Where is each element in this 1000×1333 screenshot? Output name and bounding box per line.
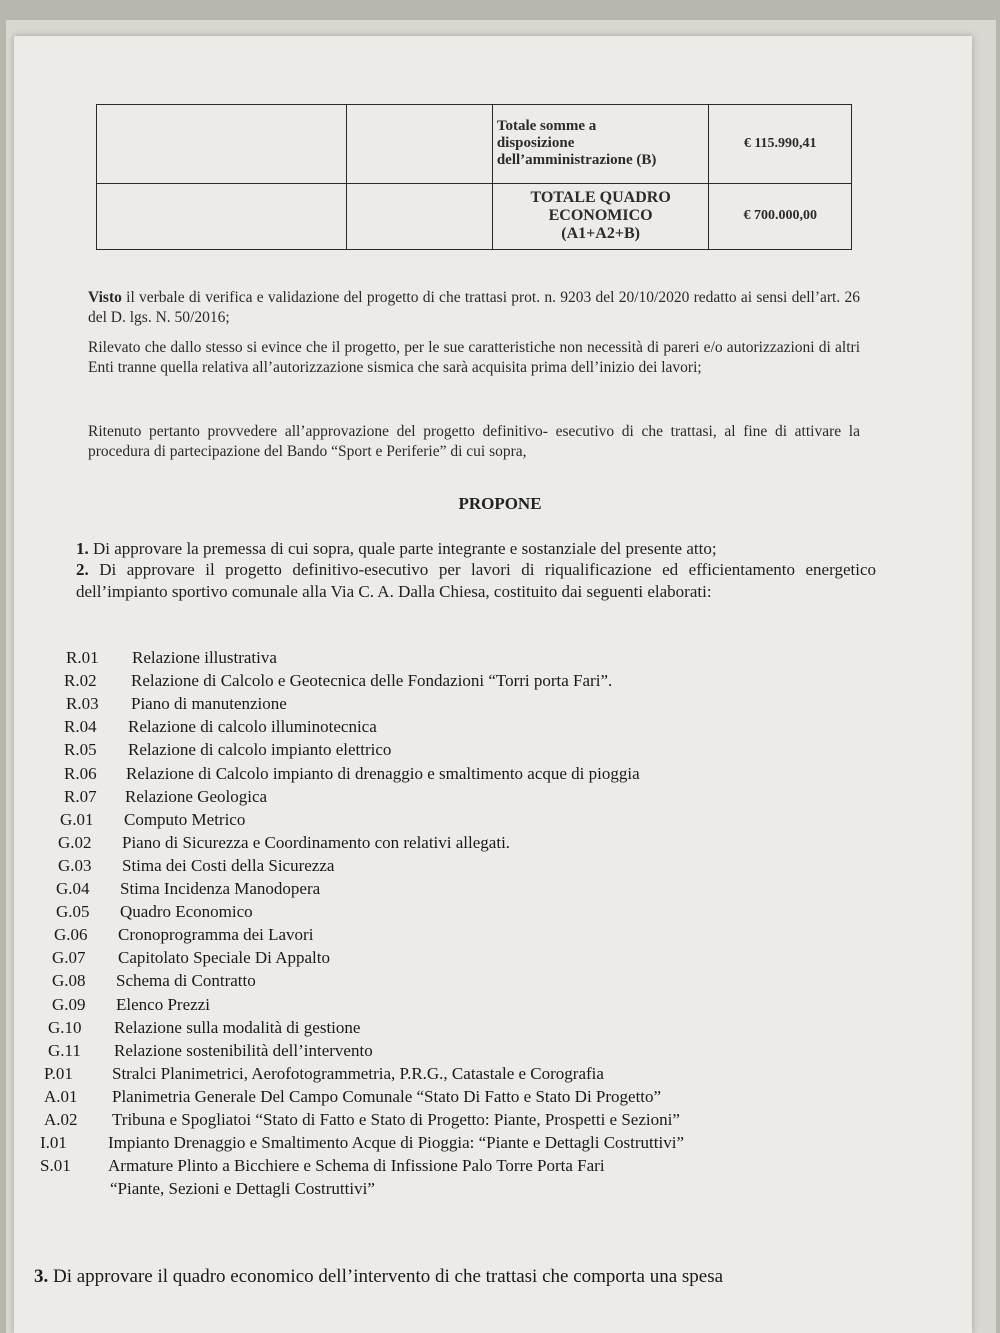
elaborato-code: G.09 [52, 994, 86, 1014]
list-item [0, 1155, 1000, 1177]
label-line: Totale somme a [496, 118, 597, 135]
table-row [97, 183, 852, 249]
elaborato-title: Relazione di calcolo impianto elettrico [128, 740, 392, 760]
elaborato-code: R.06 [64, 763, 97, 783]
elaborato-title: Relazione illustrativa [132, 648, 277, 667]
table-cell-amount: € 115.990,41 [709, 105, 852, 184]
list-item [0, 947, 1000, 969]
elaborato-code: G.02 [58, 832, 92, 852]
list-item [0, 1063, 1000, 1085]
heading-propone: PROPONE [458, 494, 542, 513]
elaborato-code: I.01 [40, 1133, 67, 1153]
elaborato-title: Elenco Prezzi [116, 994, 210, 1014]
elaborato-title: Stralci Planimetrici, Aerofotogrammetria, P.R.G., Catastale e Corografia [112, 1063, 604, 1083]
list-item [0, 1132, 1000, 1154]
list-item-2 [76, 559, 876, 603]
paragraph-rilevato: Rilevato che dallo stesso si evince che il progetto, per le sue caratteristiche non necessità di pareri e/o autorizzazioni di altri Enti tranne quella relativa all’autorizzazione sismica che sarà acquisita prima dell’inizio dei lavori; [88, 339, 860, 376]
item-text: Di approvare il quadro economico dell’intervento di che trattasi che comporta una spesa [48, 1266, 724, 1287]
elaborato-code: R.05 [64, 740, 97, 760]
bold-lead-word: Visto [88, 289, 122, 306]
paragraph-visto [88, 288, 860, 328]
elaborato-code: G.01 [60, 809, 94, 829]
elaborato-title: Relazione di calcolo illuminotecnica [128, 717, 377, 737]
list-item [0, 647, 1000, 669]
list-item [0, 855, 1000, 877]
elaborato-code: G.11 [48, 1040, 81, 1060]
elaborato-code: G.10 [48, 1017, 82, 1037]
elaborato-code: P.01 [44, 1063, 73, 1083]
elaborato-code: A.01 [44, 1086, 78, 1106]
list-item [0, 1017, 1000, 1039]
elaborato-title: Armature Plinto a Bicchiere e Schema di Infissione Palo Torre Porta Fari [108, 1156, 605, 1176]
list-item [0, 994, 1000, 1016]
elaborato-title: Stima dei Costi della Sicurezza [122, 855, 335, 875]
item-text: Di approvare la premessa di cui sopra, quale parte integrante e sostanziale del presente atto; [88, 539, 717, 558]
elaborato-title: Capitolato Speciale Di Appalto [118, 948, 330, 968]
list-item [0, 693, 1000, 715]
elaborato-code: G.05 [56, 902, 90, 922]
elaborato-title: Cronoprogramma dei Lavori [118, 925, 314, 945]
elaborato-title: Piano di Sicurezza e Coordinamento con relativi allegati. [122, 832, 511, 852]
list-item [0, 1086, 1000, 1108]
label-line: disposizione [496, 135, 575, 152]
elaborato-title: “Piante, Sezioni e Dettagli Costruttivi” [110, 1179, 375, 1199]
item-number: 1. [76, 539, 89, 558]
elaborato-title: Quadro Economico [120, 902, 253, 922]
elaborato-title: Relazione sulla modalità di gestione [114, 1017, 361, 1037]
table-cell-empty [346, 183, 492, 249]
elaborato-code: G.03 [58, 855, 92, 875]
list-item-3 [34, 1266, 924, 1288]
elaborato-title: Relazione di Calcolo impianto di drenaggio e smaltimento acque di pioggia [126, 763, 640, 783]
elaborato-title: Stima Incidenza Manodopera [120, 879, 321, 898]
table-cell-label [492, 105, 709, 184]
list-item [0, 924, 1000, 946]
list-item [0, 809, 1000, 831]
elaborato-title: Relazione Geologica [125, 786, 268, 806]
elaborato-code: R.07 [64, 786, 97, 806]
paragraph-text: il verbale di verifica e validazione del progetto di che trattasi prot. n. 9203 del 20/10/2020 redatto ai sensi dell’art. 26 del D. lgs. N. 50/2016; [88, 289, 860, 326]
elaborato-code: R.04 [64, 717, 97, 737]
list-item [0, 970, 1000, 992]
list-item [0, 901, 1000, 923]
list-item [0, 1178, 1000, 1200]
elaborato-code: A.02 [44, 1110, 78, 1129]
table-cell-empty [97, 183, 347, 249]
elaborato-code: R.02 [64, 671, 97, 691]
list-item [0, 716, 1000, 738]
elaborato-code: G.06 [54, 925, 88, 945]
item-number: 2. [76, 560, 89, 579]
label-line: ECONOMICO [548, 207, 653, 225]
list-item-1 [76, 538, 876, 560]
list-item [0, 786, 1000, 808]
quadro-economico-table [96, 104, 852, 250]
elaborato-title: Impianto Drenaggio e Smaltimento Acque di Pioggia: “Piante e Dettagli Costruttivi” [108, 1133, 684, 1153]
label-line: (A1+A2+B) [561, 225, 640, 243]
table-row [97, 105, 852, 184]
list-item [0, 1040, 1000, 1062]
list-item [0, 832, 1000, 854]
list-item [0, 763, 1000, 785]
elaborato-code: R.03 [66, 694, 99, 714]
list-item [0, 878, 1000, 900]
list-item [0, 1109, 1000, 1131]
table-cell-amount: € 700.000,00 [709, 183, 852, 249]
list-item [0, 670, 1000, 692]
elaborato-code: G.07 [52, 948, 86, 968]
elaborato-title: Planimetria Generale Del Campo Comunale “Stato Di Fatto e Stato Di Progetto” [112, 1086, 662, 1106]
elaborato-title: Relazione di Calcolo e Geotecnica delle Fondazioni “Torri porta Fari”. [131, 671, 613, 691]
paragraph-ritenuto: Ritenuto pertanto provvedere all’approvazione del progetto definitivo- esecutivo di che trattasi, al fine di attivare la procedura di partecipazione del Bando “Sport e Periferie” di cui sopra, [88, 423, 860, 460]
list-item [0, 739, 1000, 761]
elaborato-title: Tribuna e Spogliatoi “Stato di Fatto e Stato di Progetto: Piante, Prospetti e Sezioni” [112, 1110, 680, 1129]
elaborato-code: S.01 [40, 1156, 71, 1176]
table-cell-empty [97, 105, 347, 184]
label-line: TOTALE QUADRO [530, 189, 671, 207]
label-line: dell’amministrazione (B) [496, 152, 657, 169]
item-number: 3. [34, 1266, 49, 1287]
table-cell-empty [346, 105, 492, 184]
elaborato-title: Piano di manutenzione [131, 694, 287, 714]
elaborato-title: Schema di Contratto [116, 971, 256, 991]
elaborato-code: R.01 [66, 648, 99, 667]
elaborato-title: Computo Metrico [124, 809, 246, 829]
elaborato-code: G.08 [52, 971, 86, 991]
table-cell-label [492, 183, 709, 249]
elaborato-code: G.04 [56, 879, 90, 898]
item-text: Di approvare il progetto definitivo-esecutivo per lavori di riqualificazione ed efficientamento energetico dell’impianto sportivo comunale alla Via C. A. Dalla Chiesa, costituito dai seguenti elaborati: [76, 560, 876, 601]
elaborato-title: Relazione sostenibilità dell’intervento [114, 1040, 373, 1060]
